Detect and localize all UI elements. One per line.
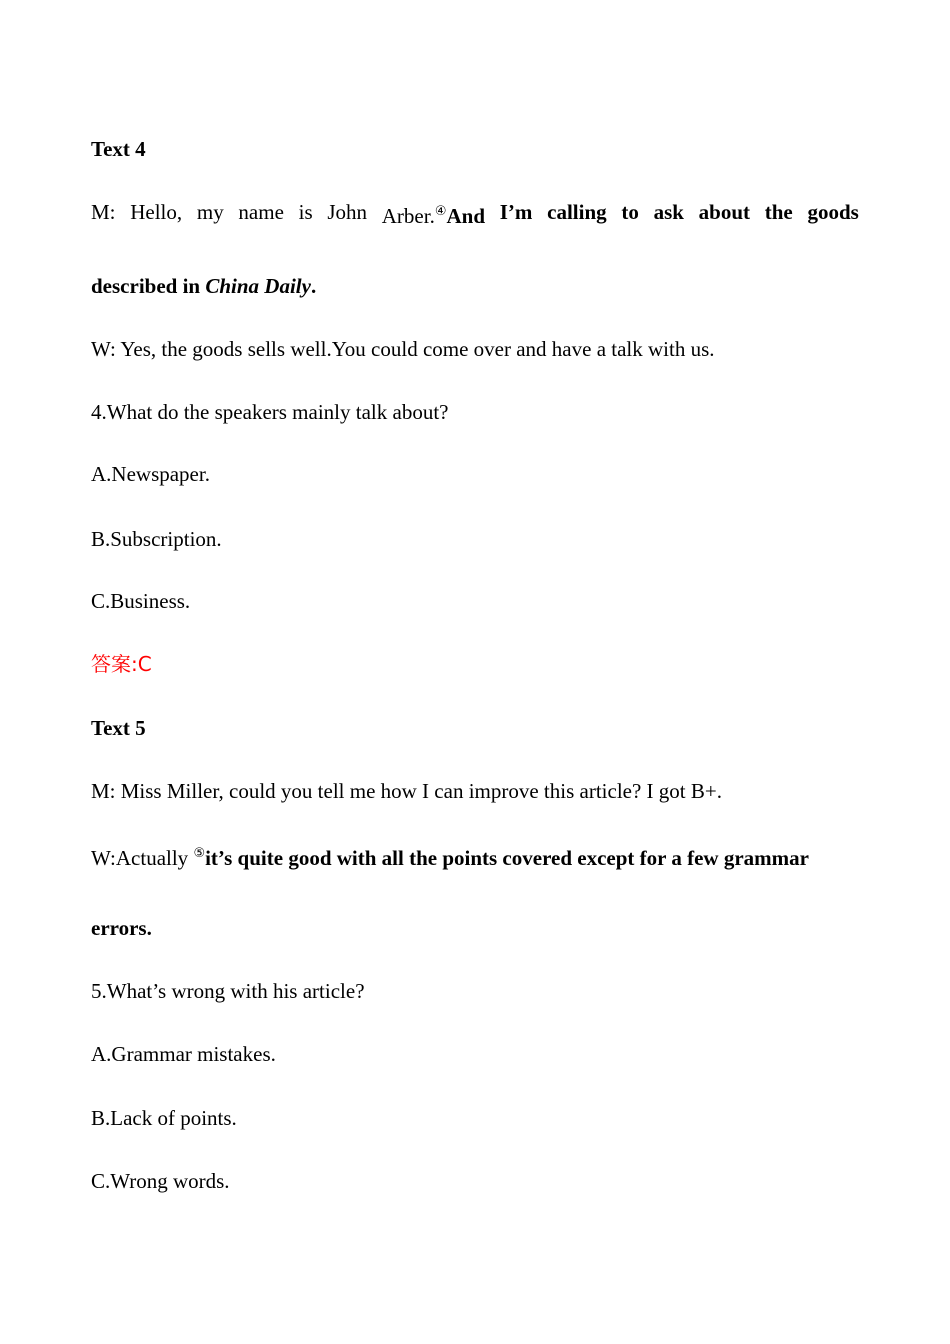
text4-dialogue-m-line2 (91, 273, 316, 299)
dialogue-prefix: W:Actually (91, 846, 194, 870)
bold-word: to (621, 200, 639, 224)
newspaper-title: China Daily (205, 274, 311, 298)
bold-text: described in (91, 274, 206, 298)
word: John (327, 200, 368, 224)
word-with-marker (382, 199, 485, 229)
circled-number-marker: ④ (434, 204, 447, 219)
text4-question: 4.What do the speakers mainly talk about? (91, 400, 449, 424)
bold-word: goods (807, 200, 859, 224)
bold-word: And (446, 204, 486, 228)
bold-text: it’s quite good with all the points covered except for a few grammar (205, 846, 809, 870)
text5-dialogue-m: M: Miss Miller, could you tell me how I can improve this article? I got B+. (91, 779, 722, 803)
text5-option-b: B.Lack of points. (91, 1106, 237, 1130)
bold-word: about (698, 200, 751, 224)
word: name (238, 200, 284, 224)
word: my (196, 200, 224, 224)
text5-option-c: C.Wrong words. (91, 1169, 230, 1193)
circled-number-marker: ⑤ (193, 846, 206, 861)
text4-option-a: A.Newspaper. (91, 462, 210, 486)
text4-option-b: B.Subscription. (91, 527, 222, 551)
text5-option-a: A.Grammar mistakes. (91, 1042, 276, 1066)
text4-dialogue-w: W: Yes, the goods sells well.You could come over and have a talk with us. (91, 337, 715, 361)
word: Arber. (381, 204, 435, 228)
bold-word: I’m (499, 200, 533, 224)
bold-word: ask (653, 200, 684, 224)
bold-word: the (764, 200, 793, 224)
text4-option-c: C.Business. (91, 589, 191, 613)
word: Hello, (130, 200, 183, 224)
bold-word: calling (547, 200, 607, 224)
text4-heading: Text 4 (91, 137, 146, 161)
text4-dialogue-m-line1 (91, 199, 859, 229)
text5-heading: Text 5 (91, 716, 146, 740)
period: . (310, 274, 317, 298)
text5-dialogue-w-line2: errors. (91, 916, 152, 940)
word: is (298, 200, 313, 224)
text5-dialogue-w-line1 (91, 841, 809, 871)
text5-question: 5.What’s wrong with his article? (91, 979, 365, 1003)
word: M: (91, 200, 116, 224)
text4-answer: 答案:C (91, 652, 152, 676)
